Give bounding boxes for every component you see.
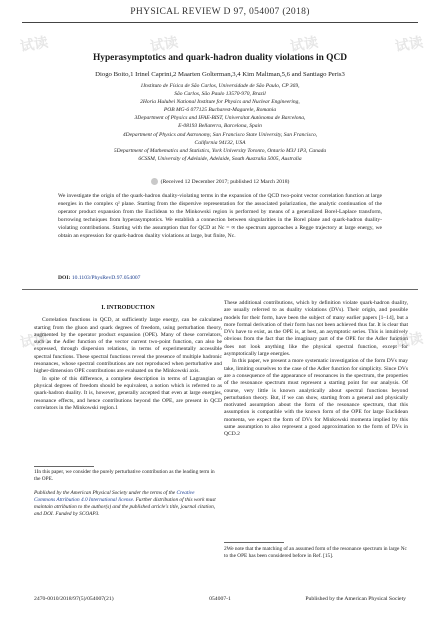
affiliation-line: 6CSSM, University of Adelaide, Adelaide, South Australia 5005, Australia xyxy=(138,155,302,162)
paragraph: Correlation functions in QCD, at sufficiently large energy, can be calculated starting from the gluon and quark degrees of freedom, using perturbation theory, augmented by the operator product expansion (OPE). Many of these correlators, such as the Adler function of the vector current two-point function, can also be expressed, through dispersion relations, in terms of experimentally accessible spectral functions. These spectral functions reveal the presence of multiple hadronic resonances, whose spectral contributions are not reproduced when perturbative and higher-dimension OPE contributions are evaluated on the Minkowski axis. xyxy=(34,317,222,375)
abstract: We investigate the origin of the quark-hadron duality-violating terms in the expansion of the QCD two-point vector correlation function at large energies in the complex q² plane. Starting from the dispersive representation for the associated polarization, the analytic continuation of the operator product expansion from the Euclidean to the Minkowski region is performed by means of a generalized Borel-Laplace transform, borrowing techniques from hyperasymptotics. We establish a connection between singularities in the Borel plane and quark-hadron duality-violating contributions. Starting with the assumption that for QCD at Nc = ∞ the spectrum approaches a Regge trajectory at large energy, we obtain an expression for quark-hadron duality violations at large, but finite, Nc. xyxy=(58,193,382,240)
watermark: 试读 xyxy=(288,33,320,55)
affiliation-line: POB MG-6 077125 Bucharest-Magurele, Romania xyxy=(163,107,277,114)
affiliation-line: 2Horia Hulubei National Institute for Physics and Nuclear Engineering, xyxy=(140,99,300,106)
paragraph: In spite of this difference, a complete description in terms of Lagrangian or physical degrees of freedom should be equivalent, a notion which is referred to as quark-hadron duality. It is, however, generally accepted that even at large energies, resonance effects, and hence contributions beyond the OPE, are present in QCD correlators in the Minkowski region.1 xyxy=(34,375,222,411)
received-text: (Received 12 December 2017; published 12 March 2018) xyxy=(160,178,290,185)
doi-link[interactable]: 10.1103/PhysRevD.97.054007 xyxy=(71,275,141,281)
footnote-rule xyxy=(34,466,94,467)
license-link[interactable]: Creative Commons Attribution 4.0 International license. xyxy=(34,490,195,503)
doi-line xyxy=(58,275,140,281)
right-column xyxy=(224,300,408,439)
crossmark-icon[interactable] xyxy=(151,178,158,185)
affiliation-line: E-08193 Bellaterra, Barcelona, Spain xyxy=(178,123,262,130)
affiliation-line: California 94132, USA xyxy=(194,139,246,146)
license-text: Published by the American Physical Society under the terms of the xyxy=(34,490,177,496)
affiliation-list xyxy=(22,82,418,163)
left-column xyxy=(34,300,222,412)
footnote-rule xyxy=(224,542,284,543)
watermark: 试读 xyxy=(393,33,425,55)
paragraph: In this paper, we present a more systematic investigation of the form DVs may take, limiting ourselves to the case of the Adler function for simplicity. Since DVs are a consequence of the appearance of resonances in the spectrum, the properties of the resonance spectrum must represent a starting point for our analysis. Of course, very little is known analytically about spectral functions beyond perturbation theory. But, if we can show, starting from a general and physically motivated assumption about the form of the resonance spectrum, that this assumption is compatible with the known form of the OPE for large Euclidean momenta, we expect the form of DVs for Minkowski momenta implied by this same assumption to also represent a good approximation to the form of DVs in QCD.2 xyxy=(224,358,408,438)
paper-title: Hyperasymptotics and quark-hadron duality violations in QCD xyxy=(92,53,348,63)
footer-publisher: Published by the American Physical Society xyxy=(305,596,406,602)
received-dates xyxy=(22,178,418,185)
footnote: 1In this paper, we consider the purely perturbative contribution as the leading term in the OPE. xyxy=(34,469,215,482)
footnote: 2We note that the matching of an assumed form of the resonance spectrum in large Nc to the OPE has been considered before in Ref. [15]. xyxy=(224,546,407,559)
footer-page-number: 054007-1 xyxy=(209,596,231,602)
abstract-separator xyxy=(22,289,418,290)
watermark: 试读 xyxy=(18,33,50,55)
affiliation-line: 3Department of Physics and IFAE-BIST, Universitat Autònoma de Barcelona, xyxy=(134,115,306,122)
affiliation-line: São Carlos, São Paulo 13570-970, Brazil xyxy=(174,91,266,98)
watermark: 试读 xyxy=(18,329,50,351)
license-notice xyxy=(34,490,216,518)
author-list: Diogo Boito,1 Irinel Caprini,2 Maarten Golterman,3,4 Kim Maltman,5,6 and Santiago Peris3 xyxy=(95,71,345,78)
running-header: PHYSICAL REVIEW D 97, 054007 (2018) xyxy=(130,6,310,17)
section-heading: I. INTRODUCTION xyxy=(101,305,155,311)
affiliation-line: 1Instituto de Física de São Carlos, Universidade de São Paulo, CP 369, xyxy=(140,83,300,89)
header-rule xyxy=(22,22,418,23)
watermark: 试读 xyxy=(148,33,180,55)
footer-issn: 2470-0010/2018/97(5)/054007(21) xyxy=(34,596,114,602)
doi-label: DOI: xyxy=(58,275,71,281)
paragraph: These additional contributions, which by definition violate quark-hadron duality, are usually referred to as duality violations (DVs). Their origin, and possible models for their form, have been the subject of many earlier papers [1–14], but a more formal derivation of their form has not been achieved thus far. It is clear that DVs have to exist, as the OPE is, at best, an asymptotic series. This is intuitively obvious from the fact that the imaginary part of the OPE for the Adler function does not look anything like the physical spectral function, except for asymptotically large energies. xyxy=(224,300,408,358)
affiliation-line: 5Department of Mathematics and Statistics, York University Toronto, Ontario M3J 1P3, Canada xyxy=(113,147,327,154)
affiliation-line: 4Department of Physics and Astronomy, San Francisco State University, San Francisco, xyxy=(122,131,318,138)
watermark: 试读 xyxy=(393,329,425,351)
license-text: Further distribution of this work must maintain attribution to the author(s) and the published article's title, journal citation, and DOI. Funded by SCOAP3. xyxy=(34,496,216,517)
